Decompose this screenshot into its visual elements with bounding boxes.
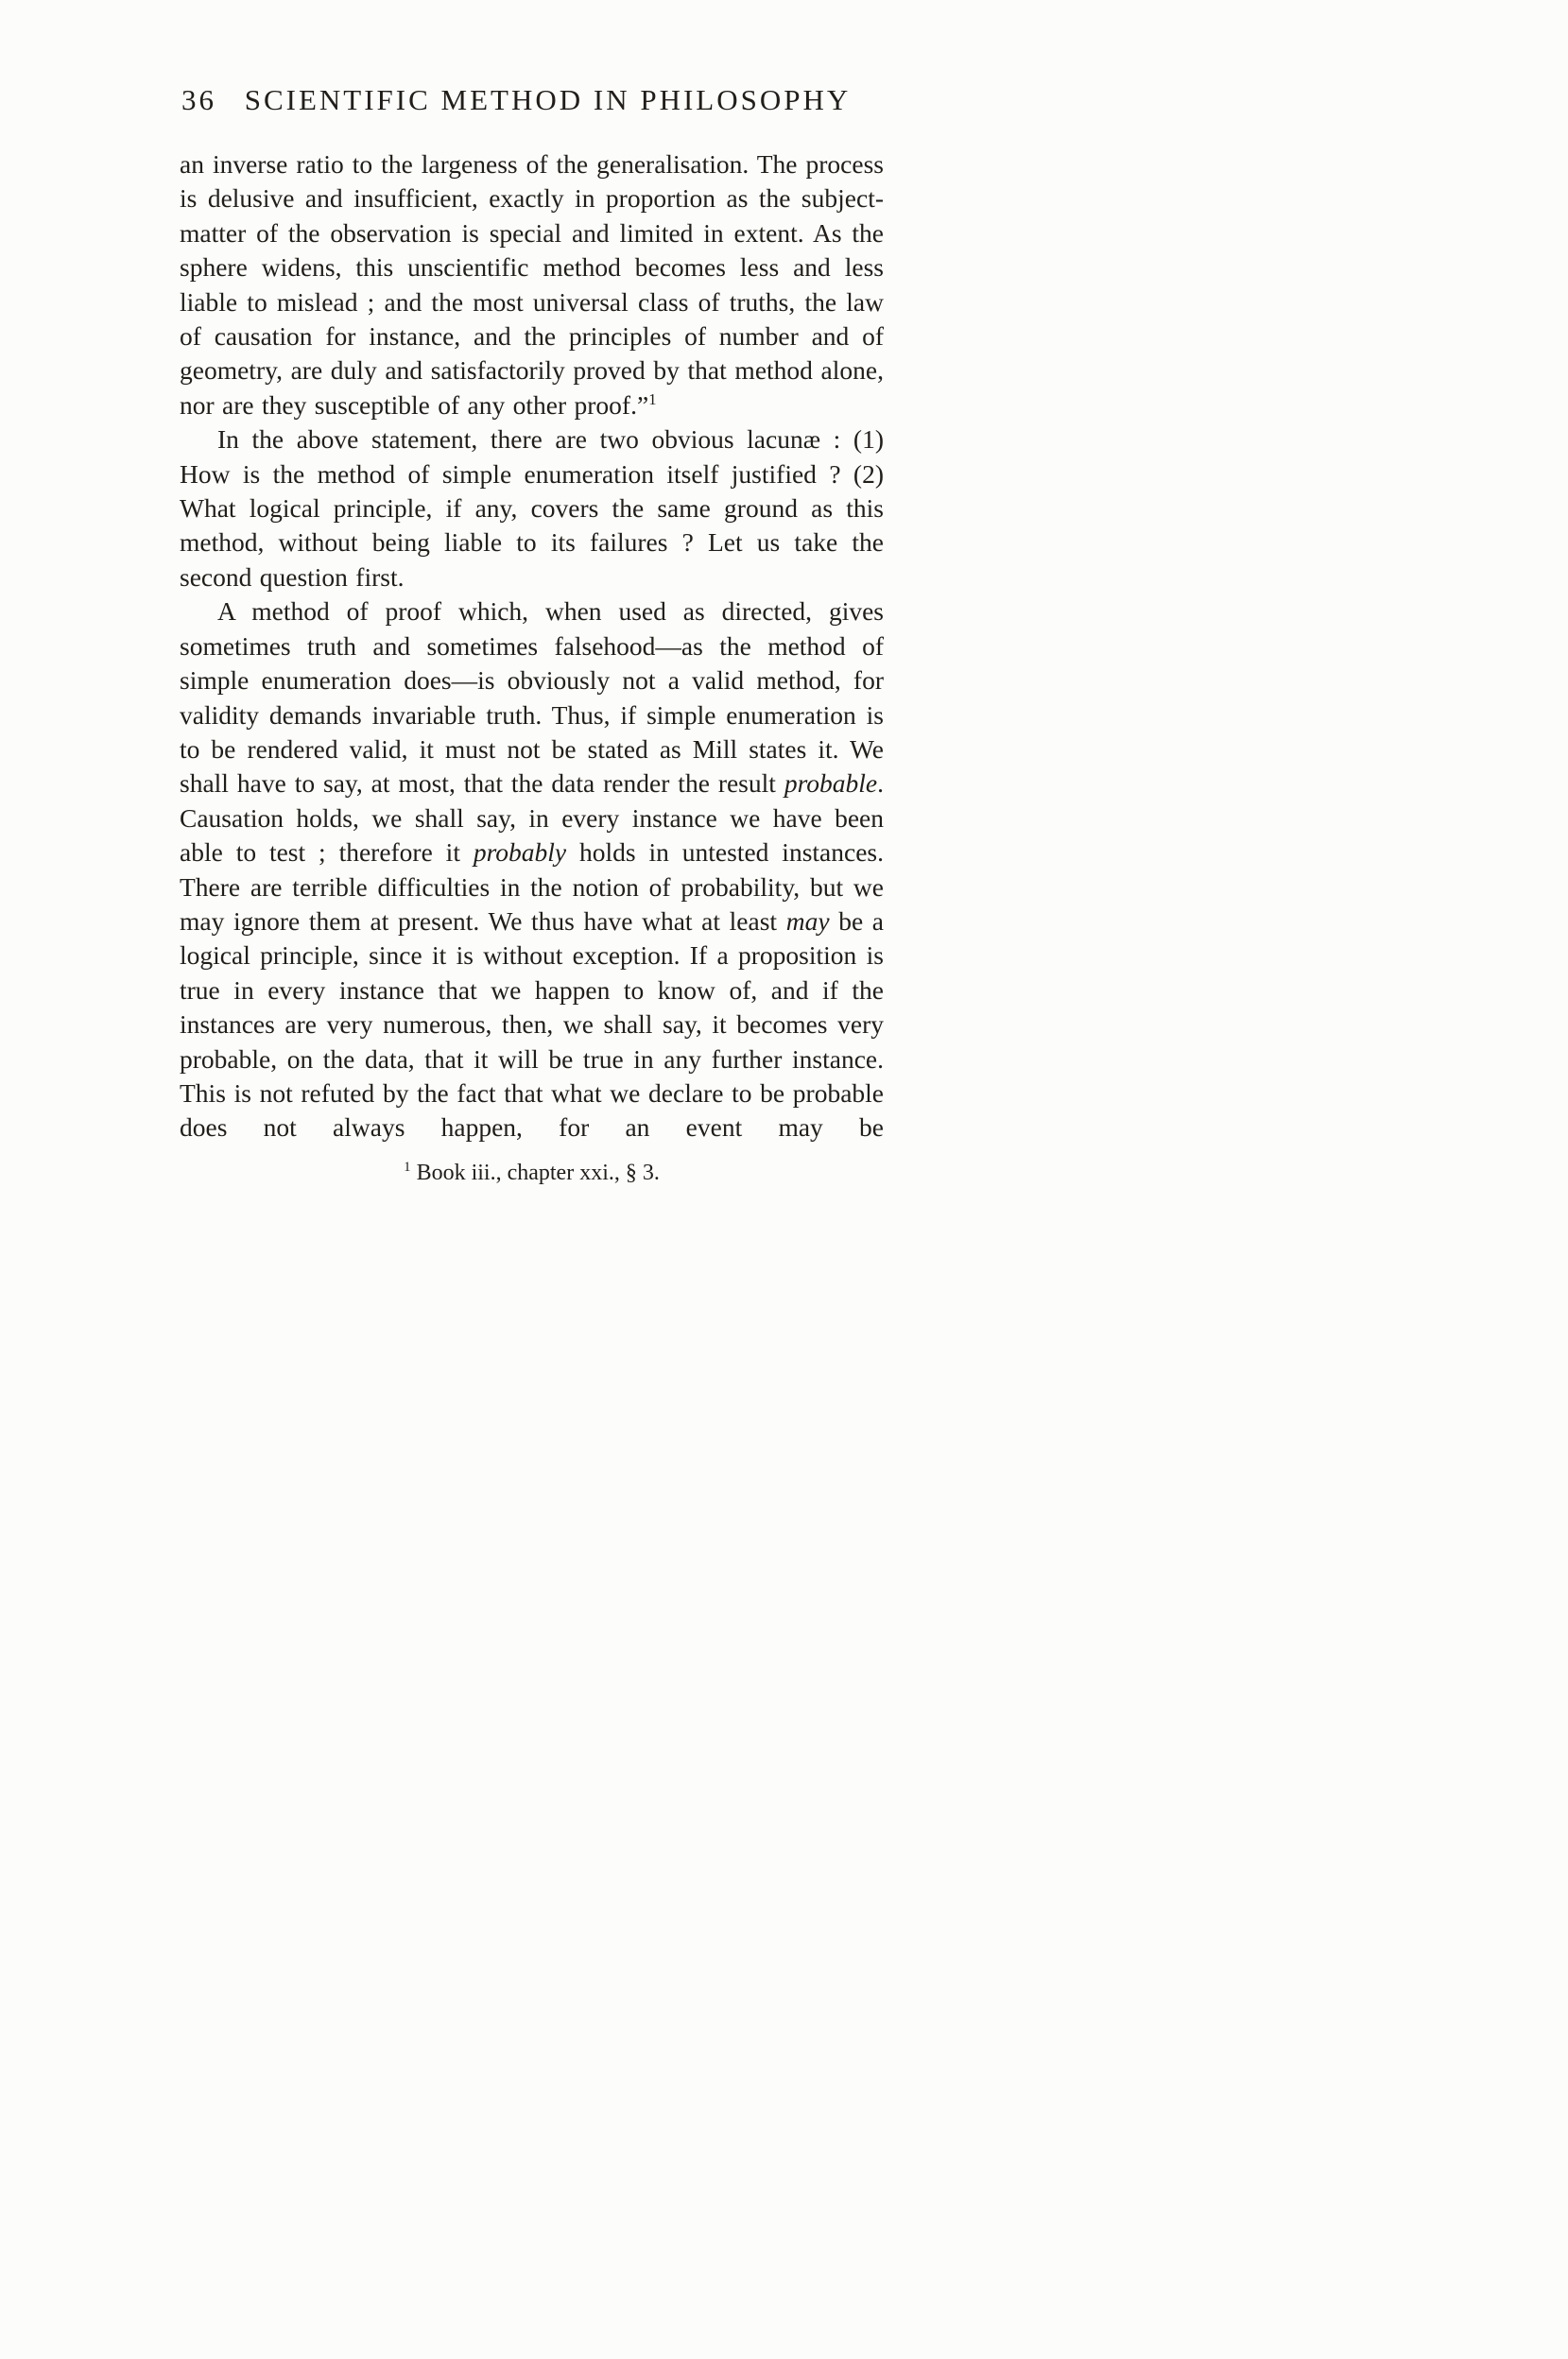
text-run: . Causation holds, we shall say, in every instance we have been able to test ; therefore it — [180, 768, 884, 868]
running-title: SCIENTIFIC METHOD IN PHILOSOPHY — [244, 83, 852, 116]
text-run: Book iii., chapter xxi., § 3. — [410, 1160, 660, 1185]
italic-text: probable — [784, 768, 878, 799]
footnote — [180, 1159, 884, 1187]
text-block — [180, 83, 884, 1187]
italic-text: may — [785, 905, 830, 936]
paragraph — [180, 422, 884, 594]
footnote-marker: 1 — [648, 389, 657, 408]
page-header — [180, 83, 884, 125]
italic-text: probably — [473, 837, 567, 868]
text-run: be a logical principle, since it is without exception. If a proposition is true in every instance that we happen to know of, and if the instances are very numerous, then, we shall say, it becomes very probable, on the data, that it will be true in any further instance. This is not refuted by the fact that what we declare to be probable does not always happen, for an event may be — [180, 905, 884, 1143]
text-run: holds in untested instances. There are terrible difficulties in the notion of probability, but we may ignore them at present. We thus have what at least — [180, 837, 884, 936]
paragraph — [180, 594, 884, 1145]
paragraph — [180, 147, 884, 422]
page-body — [180, 147, 884, 1145]
text-run: A method of proof which, when used as directed, gives sometimes truth and sometimes falsehood—as the method of simple enumeration does—is obviously not a valid method, for validity demands invariable truth. Thus, if simple enumeration is to be rendered valid, it must not be stated as Mill states it. We shall have to say, at most, that the data render the result — [180, 596, 884, 799]
text-run: an inverse ratio to the largeness of the generalisation. The process is delusive and insufficient, exactly in proportion as the subject-matter of the observation is special and limited in extent. As the sphere widens, this unscientific method becomes less and less liable to mislead ; and the most universal class of truths, the law of causation for instance, and the principles of number and of geometry, are duly and satisfactorily proved by that method alone, nor are they susceptible of any other proof.” — [180, 149, 884, 420]
text-run: In the above statement, there are two obvious lacunæ : (1) How is the method of simple enumeration itself justified ? (2) What logical principle, if any, covers the same ground as this method, without being liable to its failures ? Let us take the second question first. — [180, 424, 884, 592]
footnote-marker: 1 — [404, 1159, 411, 1175]
page-number: 36 — [181, 83, 216, 116]
